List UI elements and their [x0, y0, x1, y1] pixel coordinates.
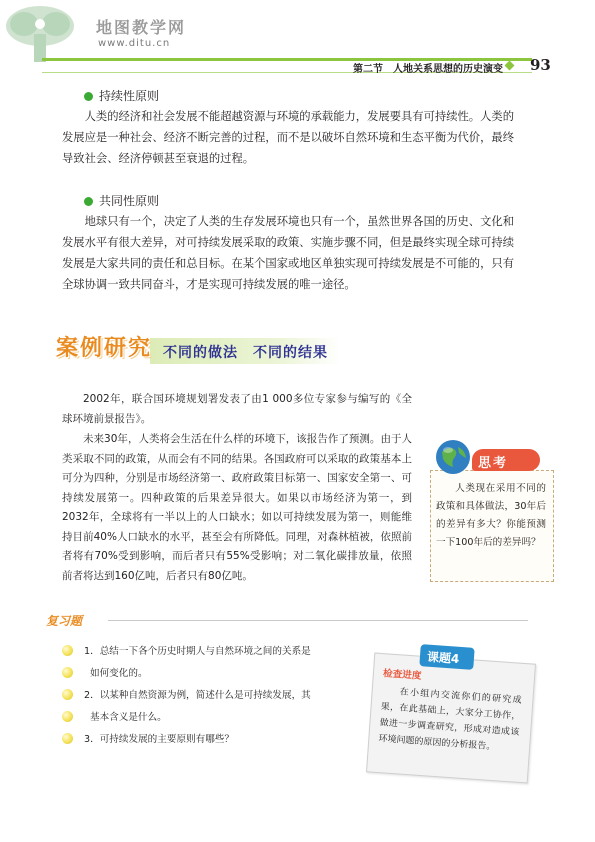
section-heading: 第二节 人地关系思想的历史演变 — [353, 64, 503, 75]
watermark-url: www.ditu.cn — [98, 38, 171, 49]
yellow-bullet-icon — [62, 645, 73, 656]
project-tab-label: 课题4 — [426, 649, 460, 667]
green-bullet-icon — [84, 92, 93, 101]
think-title: 思考 — [478, 456, 509, 471]
page-number: 93 — [530, 56, 551, 74]
principle-heading: 持续性原则 — [84, 88, 159, 104]
case-study-paragraph: 未来30年，人类将会生活在什么样的环境下，该报告作了预测。由于人类采取不同的政策，从而会有不同的结果。各国政府可以采取的政策基本上可分为四种，分别是市场经济第一、政府政策目标第一、国家安全第一、可持续发展第一。四种政策的后果差异很大。如果以市场经济为第一，到2032年，全球将有一半以上的人口缺水；如以可持续发展为第一，则能维持目前40%人口缺水的水平，甚至会有所降低。同理，对森林植被，依照前者将有70%受到影响，而后者只有55%受影响；对二氧化碳排放量，依照前者将达到160亿吨，后者只有80亿吨。 — [62, 433, 412, 582]
yellow-bullet-icon — [62, 667, 73, 678]
think-body: 人类现在采用不同的政策和具体做法，30年后的差异有多大？你能预测一下100年后的差异吗？ — [436, 483, 546, 548]
yellow-bullet-icon — [62, 733, 73, 744]
review-title: 复习题 — [46, 614, 83, 628]
yellow-bullet-icon — [62, 711, 73, 722]
case-study-title: 不同的做法 不同的结果 — [163, 345, 328, 361]
project-body: 在小组内交流你们的研究成果，在此基础上，大家分工协作，做进一步调查研究，形成对造成该环境问题的原因的分析报告。 — [378, 687, 522, 753]
case-study-paragraph: 2002年，联合国环境规划署发表了由1 000多位专家参与编写的《全球环境前景报告》。 — [62, 393, 412, 425]
review-question: 1．总结一下各个历史时期人与自然环境之间的关系是 — [84, 646, 311, 657]
principle-heading: 共同性原则 — [84, 193, 159, 209]
review-question: 基本含义是什么。 — [90, 712, 167, 723]
green-bullet-icon — [84, 197, 93, 206]
review-question: 2．以某种自然资源为例，简述什么是可持续发展，其 — [84, 690, 311, 701]
principle-body: 地球只有一个，决定了人类的生存发展环境也只有一个，虽然世界各国的历史、文化和发展水平有很大差异，对可持续发展采取的政策、实施步骤不同，但是最终实现全球可持续发展是大家共同的责任和总目标。在某个国家或地区单独实现可持续发展是不可能的，只有全球协调一致共同奋斗，才是实现可持续发展的唯一途径。 — [62, 215, 514, 291]
watermark-site-name: 地图教学网 — [96, 18, 187, 37]
project-subtitle: 检查进度 — [382, 668, 422, 682]
diamond-icon — [505, 61, 515, 71]
yellow-bullet-icon — [62, 689, 73, 700]
principle-body: 人类的经济和社会发展不能超越资源与环境的承载能力，发展要具有可持续性。人类的发展应是一种社会、经济不断完善的过程，而不是以破坏自然环境和生态平衡为代价，最终导致社会、经济停顿甚至衰退的过程。 — [62, 110, 514, 165]
tree-logo-icon — [4, 4, 76, 64]
globe-icon — [434, 438, 472, 476]
review-question: 如何变化的。 — [90, 668, 148, 679]
review-question: 3．可持续发展的主要原则有哪些？ — [84, 734, 235, 745]
review-rule — [108, 620, 528, 621]
project-content — [369, 663, 532, 778]
case-study-label: 案例研究 — [56, 336, 153, 361]
